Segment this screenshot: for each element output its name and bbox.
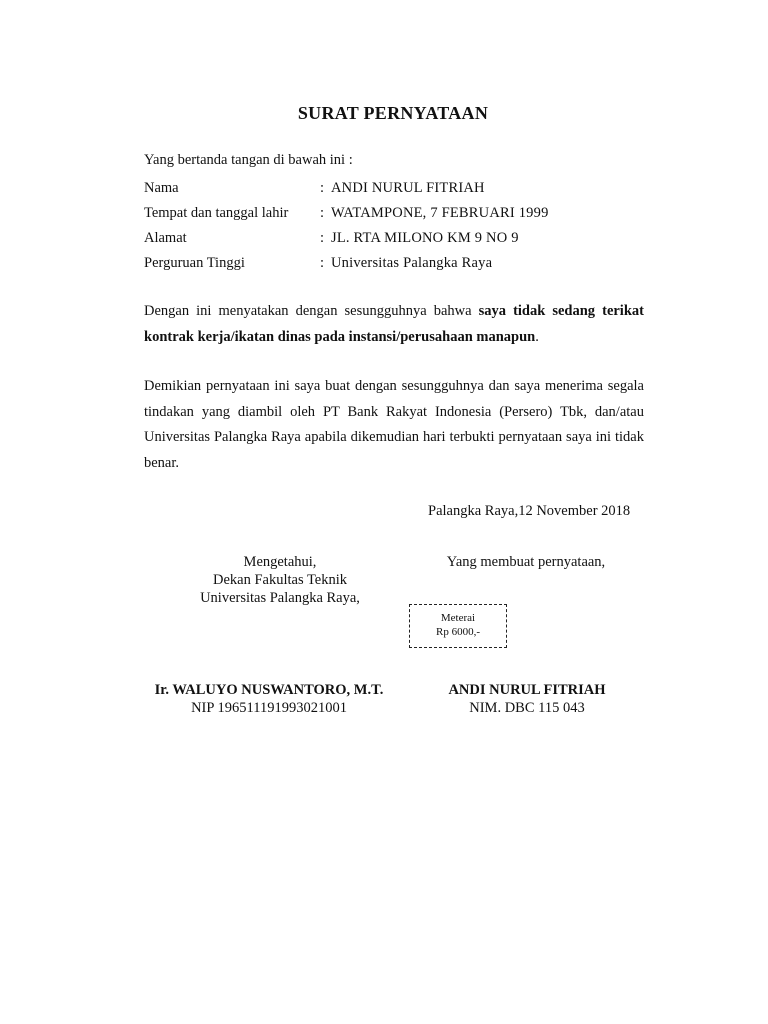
statement-bold: saya tidak sedang terikat kontrak kerja/ikatan dinas pada instansi/perusahaan manapun — [144, 303, 644, 345]
field-label: Tempat dan tanggal lahir — [144, 205, 289, 221]
identity-fields — [144, 176, 644, 276]
field-value: WATAMPONE, 7 FEBRUARI 1999 — [331, 205, 549, 221]
document-title: SURAT PERNYATAAN — [297, 103, 489, 123]
declarant-heading: Yang membuat pernyataan, — [446, 554, 606, 570]
intro-text: Yang bertanda tangan di bawah ini : — [144, 152, 353, 168]
field-row-name — [144, 176, 644, 201]
field-colon: : — [320, 230, 325, 246]
field-value: Universitas Palangka Raya — [331, 255, 493, 271]
field-row-address — [144, 226, 644, 251]
field-value: ANDI NURUL FITRIAH — [331, 180, 485, 196]
acknowledger-heading: Mengetahui, — [243, 554, 317, 570]
declarant-signature — [377, 681, 677, 717]
acknowledger-name: Ir. WALUYO NUSWANTORO, M.T. — [154, 682, 384, 698]
declarant-id: NIM. DBC 115 043 — [469, 700, 585, 716]
field-colon: : — [320, 205, 325, 221]
statement-prefix: Dengan ini menyatakan dengan sesungguhnya bahwa — [144, 303, 479, 319]
closing-paragraph: Demikian pernyataan ini saya buat dengan sesungguhnya dan saya menerima segala tindakan yang diambil oleh PT Bank Rakyat Indonesia (Persero) Tbk, dan/atau Universitas Palangka Raya apabila dikemudian hari terbukti pernyataan saya ini tidak benar. — [144, 378, 644, 471]
field-label: Perguruan Tinggi — [144, 255, 245, 271]
field-colon: : — [320, 255, 325, 271]
acknowledger-id: NIP 196511191993021001 — [191, 700, 347, 716]
acknowledger-institution: Universitas Palangka Raya, — [200, 590, 360, 606]
field-label: Nama — [144, 180, 179, 196]
stamp-duty-box — [409, 604, 507, 648]
field-label: Alamat — [144, 230, 187, 246]
stamp-amount: Rp 6000,- — [436, 626, 480, 638]
field-row-birth — [144, 201, 644, 226]
declarant-name: ANDI NURUL FITRIAH — [448, 682, 606, 698]
field-value: JL. RTA MILONO KM 9 NO 9 — [331, 230, 519, 246]
acknowledger-signature — [119, 681, 419, 717]
field-colon: : — [320, 180, 325, 196]
field-row-university — [144, 251, 644, 276]
stamp-label: Meterai — [440, 612, 476, 624]
place-date: Palangka Raya,12 November 2018 — [428, 503, 631, 519]
statement-paragraph — [144, 299, 644, 350]
statement-suffix: . — [535, 328, 539, 345]
acknowledger-position: Dekan Fakultas Teknik — [212, 572, 348, 588]
